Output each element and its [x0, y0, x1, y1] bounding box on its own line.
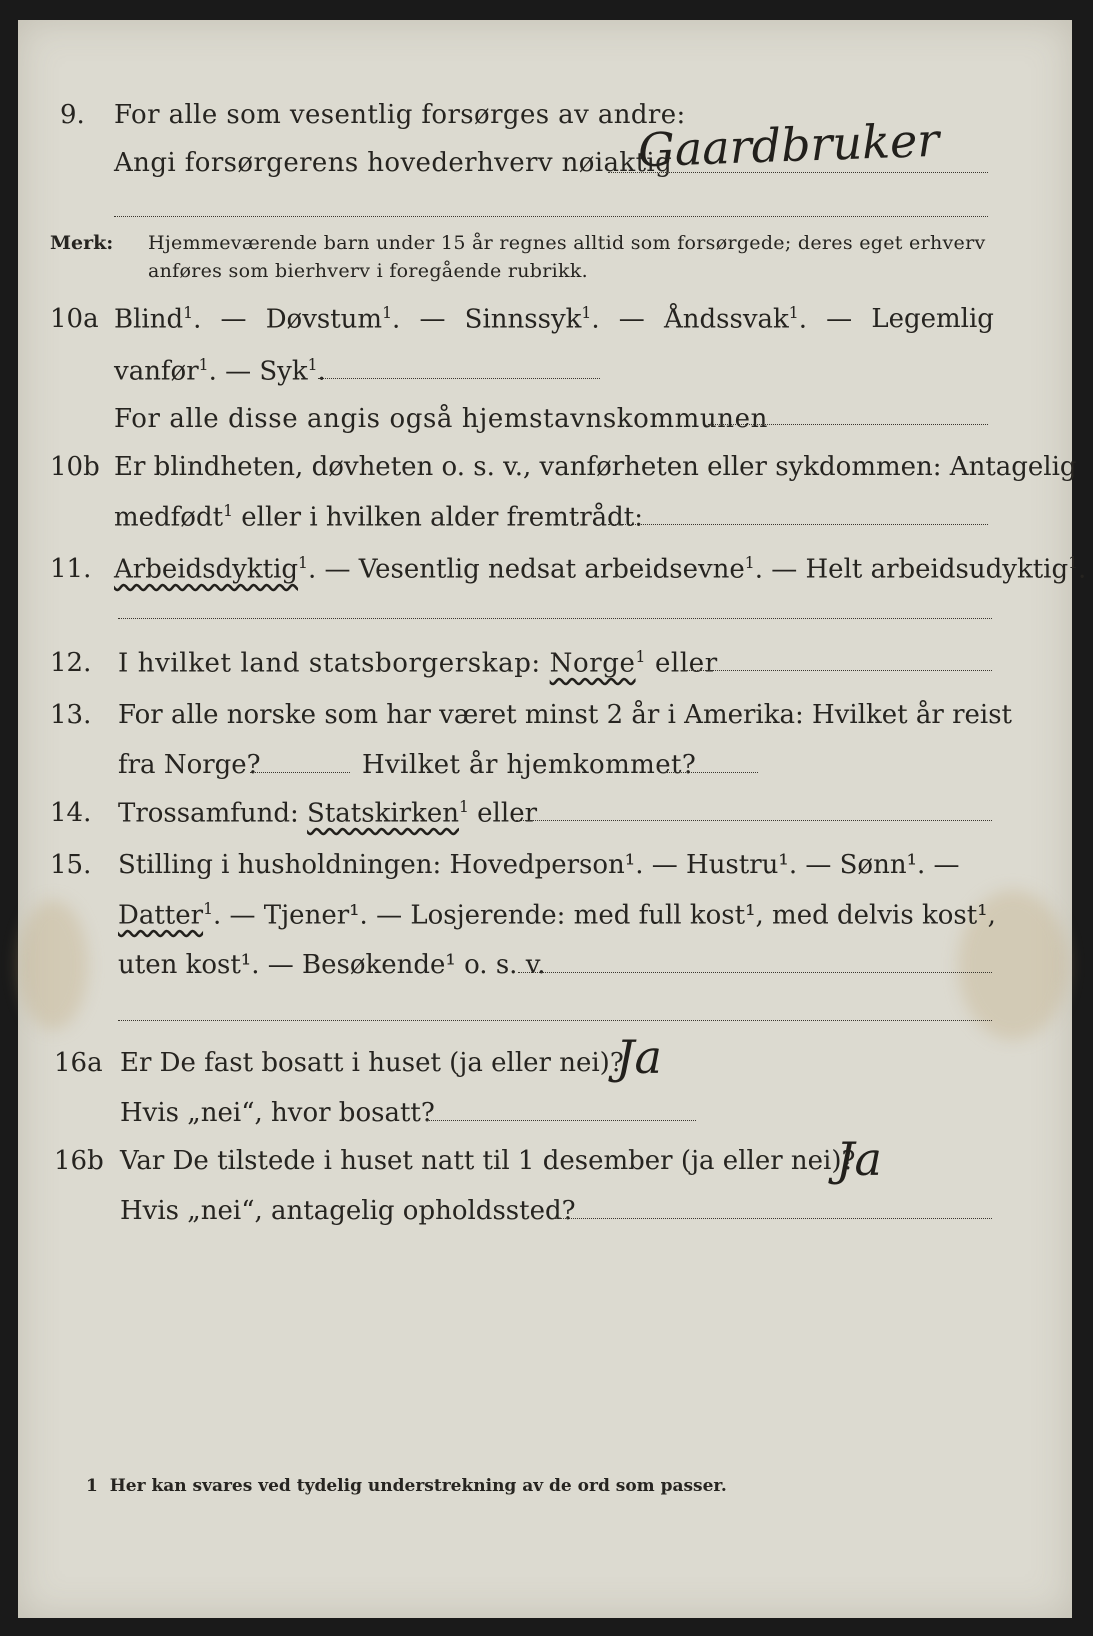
- handwritten-answer: Ja: [836, 1132, 882, 1186]
- question-10a-options: Blind$^1$. — Døvstum$^1$. — Sinnssyk$^1$. — Åndssvak$^1$. — Legemlig: [114, 304, 994, 335]
- handwritten-answer: Gaardbruker: [637, 112, 941, 178]
- form-page: [18, 20, 1087, 1618]
- note-label: Merk:: [50, 232, 114, 254]
- question-13-returned: Hvilket år hjemkommet?: [362, 750, 697, 780]
- question-number: 13.: [50, 700, 92, 730]
- answer-line: [516, 820, 992, 821]
- question-13-text: For alle norske som har været minst 2 år i Amerika: Hvilket år reist: [118, 700, 1012, 730]
- question-15-line3: uten kost¹. — Besøkende¹ o. s. v.: [118, 950, 546, 980]
- note-text: anføres som bierhverv i foregående rubrikk.: [148, 260, 588, 282]
- question-number: 10b: [50, 452, 100, 482]
- answer-line: [318, 378, 600, 379]
- question-number: 14.: [50, 798, 92, 828]
- question-14-text: Trossamfund: Statskirken$^1$ eller: [118, 798, 538, 829]
- answer-line: [114, 216, 988, 217]
- answer-line: [682, 670, 992, 671]
- answer-line: [250, 772, 350, 773]
- question-12-text: I hvilket land statsborgerskap: Norge$^1$ eller: [118, 648, 718, 679]
- note-text: Hjemmeværende barn under 15 år regnes alltid som forsørgede; deres eget erhverv: [148, 232, 986, 254]
- footnote: 1 Her kan svares ved tydelig understrekning av de ord som passer.: [86, 1476, 727, 1496]
- question-11-text: Arbeidsdyktig$^1$. — Vesentlig nedsat arbeidsevne$^1$. — Helt arbeidsudyktig$^1$.: [114, 554, 1087, 585]
- question-number: 12.: [50, 648, 92, 678]
- answer-line: [552, 1218, 992, 1219]
- question-16b-text: Var De tilstede i huset natt til 1 desember (ja eller nei)?: [120, 1146, 856, 1176]
- question-10a-line3: For alle disse angis også hjemstavnskommunen: [114, 404, 768, 434]
- question-number: 9.: [60, 100, 85, 130]
- paper-stain: [18, 900, 88, 1030]
- answer-line: [518, 972, 992, 973]
- question-number: 16a: [54, 1048, 103, 1078]
- question-number: 16b: [54, 1146, 104, 1176]
- question-16a-text: Er De fast bosatt i huset (ja eller nei)?: [120, 1048, 624, 1078]
- question-16b-line2: Hvis „nei“, antagelig opholdssted?: [120, 1196, 576, 1226]
- question-9-subtext: Angi forsørgerens hovederhverv nøiaktig: [114, 148, 673, 178]
- answer-line: [426, 1120, 696, 1121]
- question-10b-text: Er blindheten, døvheten o. s. v., vanførheten eller sykdommen: Antagelig: [114, 452, 1077, 482]
- question-number: 11.: [50, 554, 92, 584]
- question-10b-line2: medfødt$^1$ eller i hvilken alder fremtrådt:: [114, 502, 644, 533]
- question-number: 10a: [50, 304, 99, 334]
- answer-line: [608, 524, 988, 525]
- answer-line: [118, 1020, 992, 1021]
- answer-line: [708, 424, 988, 425]
- question-15-text: Stilling i husholdningen: Hovedperson¹. — Hustru¹. — Sønn¹. —: [118, 850, 960, 880]
- handwritten-answer: Ja: [616, 1030, 662, 1084]
- question-16a-line2: Hvis „nei“, hvor bosatt?: [120, 1098, 435, 1128]
- question-13-from: fra Norge?: [118, 750, 261, 780]
- answer-line: [664, 772, 758, 773]
- question-9-text: For alle som vesentlig forsørges av andre:: [114, 100, 686, 130]
- question-number: 15.: [50, 850, 92, 880]
- question-15-line2: Datter$^1$. — Tjener¹. — Losjerende: med full kost¹, med delvis kost¹,: [118, 900, 996, 931]
- answer-line: [118, 618, 992, 619]
- question-10a-line2: vanfør$^1$. — Syk$^1$.: [114, 356, 326, 387]
